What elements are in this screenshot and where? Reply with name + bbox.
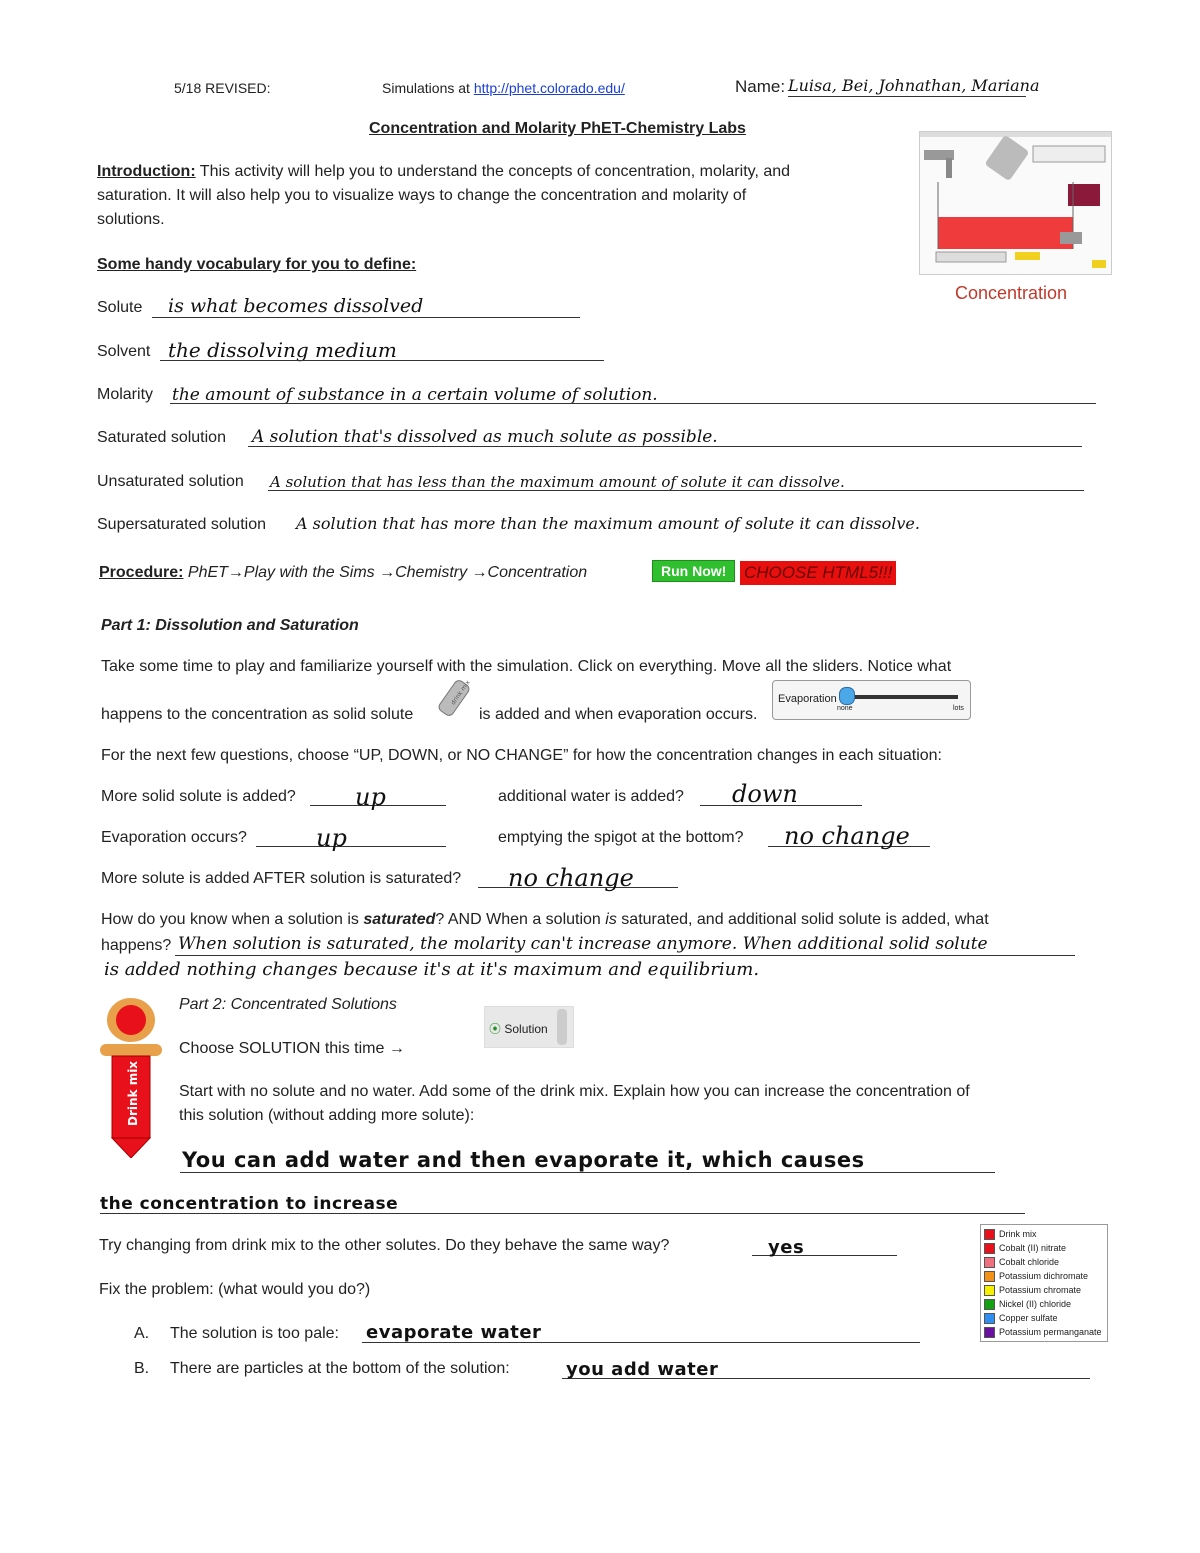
part2-choose: Choose SOLUTION this time → xyxy=(179,1040,405,1057)
phet-link[interactable]: http://phet.colorado.edu/ xyxy=(473,80,625,96)
dropper-label: Drink mix xyxy=(126,1060,140,1126)
solute-option[interactable] xyxy=(981,1311,1107,1325)
q-evaporation: Evaporation occurs? xyxy=(101,829,247,846)
vocab-answer-supersaturated: A solution that has more than the maximum amount of solute it can dissolve. xyxy=(296,514,920,533)
saturated-line xyxy=(248,446,1082,447)
solute-option[interactable] xyxy=(981,1255,1107,1269)
a-after-saturated: no change xyxy=(508,864,634,892)
solution-radio-button[interactable] xyxy=(484,1006,574,1048)
vocab-answer-solvent: the dissolving medium xyxy=(168,338,397,362)
evaporation-label: Evaporation xyxy=(778,693,837,705)
solute-name: Copper sulfate xyxy=(999,1313,1058,1323)
drink-mix-dropper xyxy=(98,996,164,1158)
part2-answer-line-2 xyxy=(100,1213,1025,1214)
solute-color-swatch xyxy=(984,1327,995,1338)
part1-instructions: For the next few questions, choose “UP, DOWN, or NO CHANGE” for how the concentration changes in each situation: xyxy=(101,747,942,764)
vocab-term-supersaturated: Supersaturated solution xyxy=(97,516,266,533)
molarity-line xyxy=(170,403,1096,404)
part1-heading: Part 1: Dissolution and Saturation xyxy=(101,617,359,634)
part2-para-1: Start with no solute and no water. Add some of the drink mix. Explain how you can increase the concentration of xyxy=(179,1083,970,1100)
simulation-illustration xyxy=(920,132,1111,274)
qb-label: B. xyxy=(134,1360,150,1377)
part2-para-2: this solution (without adding more solute): xyxy=(179,1107,475,1124)
solute-option[interactable] xyxy=(981,1325,1107,1339)
solute-option[interactable] xyxy=(981,1297,1107,1311)
shaker-label: drink mix xyxy=(449,679,472,707)
vocab-term-solute: Solute xyxy=(97,299,143,316)
q-try-solutes: Try changing from drink mix to the other solutes. Do they behave the same way? xyxy=(99,1237,670,1254)
name-label: Name: xyxy=(735,77,786,96)
part2-answer-2: the concentration to increase xyxy=(100,1194,399,1214)
solute-line xyxy=(152,317,580,318)
unsaturated-line xyxy=(268,490,1084,491)
dropper-illustration xyxy=(98,996,164,1158)
a-how-know-line xyxy=(175,955,1075,956)
sim-prefix: Simulations at xyxy=(382,80,474,96)
q-solute-added: More solid solute is added? xyxy=(101,788,296,805)
solute-color-swatch xyxy=(984,1313,995,1324)
solute-color-swatch xyxy=(984,1299,995,1310)
revised-date: 5/18 REVISED: xyxy=(174,80,271,96)
vocab-term-molarity: Molarity xyxy=(97,386,154,403)
vocab-answer-unsaturated: A solution that has less than the maximum amount of solute it can dissolve. xyxy=(270,473,845,491)
simulation-thumbnail xyxy=(919,131,1112,275)
q-too-pale: The solution is too pale: xyxy=(170,1325,339,1342)
vocab-answer-saturated: A solution that's dissolved as much solute as possible. xyxy=(252,427,718,447)
evaporation-track[interactable] xyxy=(843,695,958,699)
intro-line-2: saturation. It will also help you to visualize ways to change the concentration and molarity of xyxy=(97,187,747,204)
a-water-added: down xyxy=(732,780,798,808)
a-particles: you add water xyxy=(566,1359,719,1380)
part1-para-2a: happens to the concentration as solid solute xyxy=(101,706,414,723)
a-solute-added: up xyxy=(355,783,386,811)
name-value: Luisa, Bei, Johnathan, Mariana xyxy=(788,76,1040,95)
a-how-know-1: When solution is saturated, the molarity can't increase anymore. When additional solid solute xyxy=(178,934,988,954)
name-underline xyxy=(788,96,1026,97)
solute-name: Drink mix xyxy=(999,1229,1037,1239)
part2-heading: Part 2: Concentrated Solutions xyxy=(179,996,397,1013)
intro-label: Introduction: xyxy=(97,163,196,180)
solute-name: Cobalt (II) nitrate xyxy=(999,1243,1067,1253)
choose-html5-button[interactable]: CHOOSE HTML5!!! xyxy=(740,561,896,585)
part1-para-1: Take some time to play and familiarize yourself with the simulation. Click on everything. Move all the sliders. Notice what xyxy=(101,658,952,675)
procedure-line xyxy=(99,564,587,582)
solute-option[interactable] xyxy=(981,1283,1107,1297)
sim-link-line xyxy=(382,80,625,96)
evaporation-slider[interactable] xyxy=(772,680,971,720)
solute-name: Cobalt chloride xyxy=(999,1257,1060,1267)
a-try-solutes: yes xyxy=(768,1237,805,1258)
solute-list-rows xyxy=(981,1225,1107,1339)
q-after-saturated: More solute is added AFTER solution is saturated? xyxy=(101,870,462,887)
intro-line-3: solutions. xyxy=(97,211,165,228)
q-how-know: How do you know when a solution is saturated? AND When a solution is saturated, and additional solid solute is added, what xyxy=(101,911,989,928)
solute-color-swatch xyxy=(984,1271,995,1282)
solute-color-swatch xyxy=(984,1285,995,1296)
vocab-term-saturated: Saturated solution xyxy=(97,429,226,446)
radio-dot-icon: ⦿ xyxy=(489,1022,505,1036)
vocab-answer-molarity: the amount of substance in a certain volume of solution. xyxy=(172,385,658,405)
qa-label: A. xyxy=(134,1325,150,1342)
q-spigot: emptying the spigot at the bottom? xyxy=(498,829,744,846)
solute-option[interactable] xyxy=(981,1269,1107,1283)
solute-list xyxy=(980,1224,1108,1342)
vocab-term-solvent: Solvent xyxy=(97,343,151,360)
fix-problem: Fix the problem: (what would you do?) xyxy=(99,1281,371,1298)
shaker-icon xyxy=(436,678,474,720)
q-how-know-happens: happens? xyxy=(101,937,172,954)
a-how-know-2: is added nothing changes because it's at it's maximum and equilibrium. xyxy=(104,959,760,980)
solute-color-swatch xyxy=(984,1257,995,1268)
part2-answer-1: You can add water and then evaporate it, which causes xyxy=(182,1148,865,1172)
solute-name: Potassium chromate xyxy=(999,1285,1082,1295)
solute-option[interactable] xyxy=(981,1241,1107,1255)
shaker-illustration xyxy=(436,678,474,720)
solute-name: Potassium dichromate xyxy=(999,1271,1089,1281)
a-spigot: no change xyxy=(784,822,910,850)
simulation-caption: Concentration xyxy=(955,283,1068,303)
run-now-button[interactable]: Run Now! xyxy=(652,560,735,582)
vocab-term-unsaturated: Unsaturated solution xyxy=(97,473,244,490)
solution-radio-label: ⦿ Solution xyxy=(489,1022,548,1036)
evaporation-lots-label: lots xyxy=(953,705,964,712)
a-too-pale: evaporate water xyxy=(366,1322,542,1343)
procedure-label: Procedure: xyxy=(99,564,184,581)
page-title: Concentration and Molarity PhET-Chemistry Labs xyxy=(369,120,746,137)
vocab-answer-solute: is what becomes dissolved xyxy=(168,295,424,317)
solute-name: Nickel (II) chloride xyxy=(999,1299,1072,1309)
solute-name: Potassium permanganate xyxy=(999,1327,1102,1337)
q-particles: There are particles at the bottom of the solution: xyxy=(170,1360,510,1377)
q-water-added: additional water is added? xyxy=(498,788,684,805)
solvent-line xyxy=(160,360,604,361)
evaporation-none-label: none xyxy=(837,705,853,712)
part2-answer-line-1 xyxy=(180,1172,995,1173)
part1-para-2b: is added and when evaporation occurs. xyxy=(479,706,758,723)
solute-option[interactable] xyxy=(981,1227,1107,1241)
evaporation-thumb[interactable] xyxy=(839,687,855,705)
q-evaporation-line xyxy=(256,846,446,847)
solute-color-swatch xyxy=(984,1229,995,1240)
mini-dropper-icon xyxy=(557,1009,567,1045)
a-evaporation: up xyxy=(316,824,347,852)
intro-line-1: Introduction: This activity will help you to understand the concepts of concentration, molarity, and xyxy=(97,163,791,180)
solute-color-swatch xyxy=(984,1243,995,1254)
procedure-path: PhET→Play with the Sims →Chemistry →Concentration xyxy=(183,564,588,581)
vocab-heading: Some handy vocabulary for you to define: xyxy=(97,256,417,273)
